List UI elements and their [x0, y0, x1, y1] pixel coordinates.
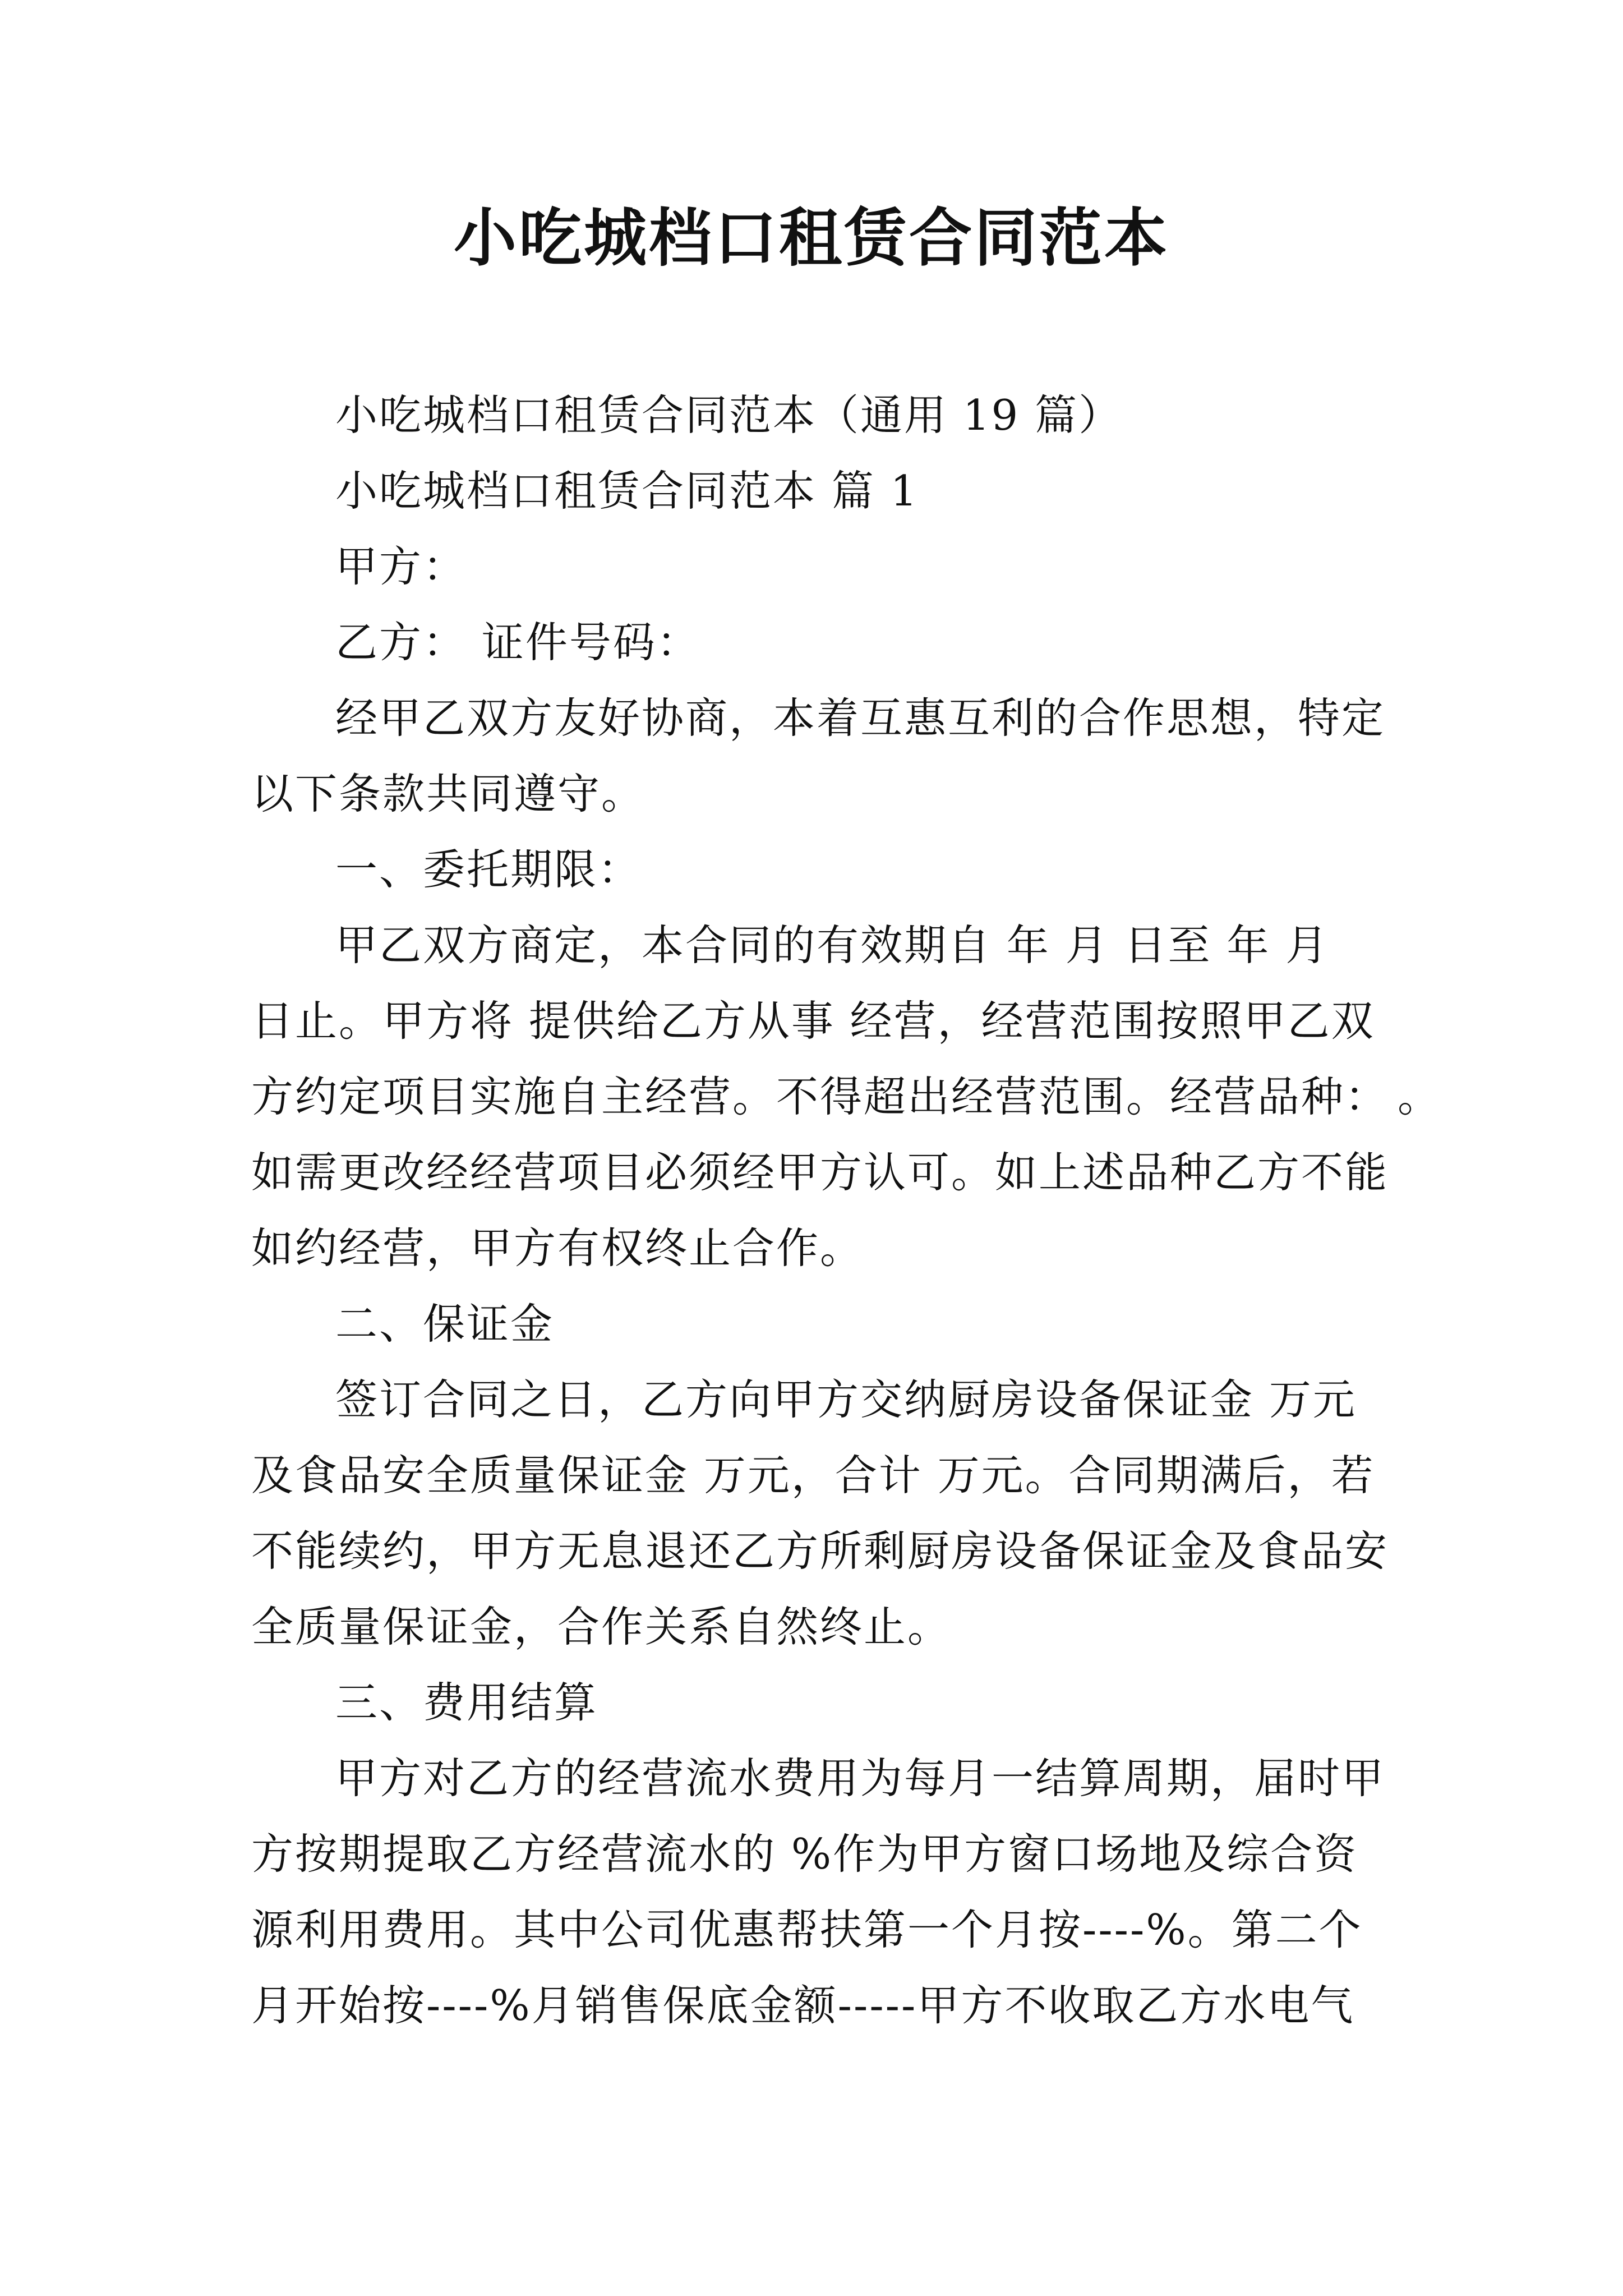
paragraph-line: 小吃城档口租赁合同范本 篇 1 [335, 466, 919, 516]
paragraph-line: 源利用费用。其中公司优惠帮扶第一个月按----%。第二个 [251, 1905, 1363, 1954]
paragraph-line: 不能续约，甲方无息退还乙方所剩厨房设备保证金及食品安 [251, 1526, 1389, 1576]
paragraph-line: 方按期提取乙方经营流水的 %作为甲方窗口场地及综合资 [251, 1829, 1358, 1879]
paragraph-line: 以下条款共同遵守。 [251, 769, 645, 818]
paragraph-line: 甲方对乙方的经营流水费用为每月一结算周期，届时甲 [335, 1754, 1386, 1803]
paragraph-line: 日止。甲方将 提供给乙方从事 经营，经营范围按照甲乙双 [251, 996, 1375, 1046]
paragraph-line: 乙方： 证件号码： [335, 618, 700, 667]
paragraph-line: 及食品安全质量保证金 万元，合计 万元。合同期满后，若 [251, 1451, 1375, 1500]
paragraph-line: 如需更改经经营项目必须经甲方认可。如上述品种乙方不能 [251, 1148, 1389, 1197]
paragraph-line: 小吃城档口租赁合同范本（通用 19 篇） [335, 390, 1123, 440]
paragraph-line: 经甲乙双方友好协商，本着互惠互利的合作思想，特定 [335, 693, 1386, 743]
section-heading: 三、费用结算 [335, 1678, 598, 1727]
section-heading: 一、委托期限： [335, 845, 642, 894]
paragraph-line: 签订合同之日，乙方向甲方交纳厨房设备保证金 万元 [335, 1375, 1357, 1424]
paragraph-line: 全质量保证金，合作关系自然终止。 [251, 1602, 952, 1651]
paragraph-line: 甲方： [335, 542, 467, 591]
stray-punctuation: 。 [1398, 1072, 1440, 1121]
document-title: 小吃城档口租赁合同范本 [454, 201, 1169, 275]
section-heading: 二、保证金 [335, 1299, 555, 1349]
paragraph-line: 方约定项目实施自主经营。不得超出经营范围。经营品种： [251, 1072, 1389, 1121]
paragraph-line: 甲乙双方商定，本合同的有效期自 年 月 日至 年 月 [335, 921, 1330, 970]
paragraph-line: 如约经营，甲方有权终止合作。 [251, 1223, 864, 1273]
paragraph-line: 月开始按----%月销售保底金额-----甲方不收取乙方水电气 [251, 1981, 1355, 2030]
